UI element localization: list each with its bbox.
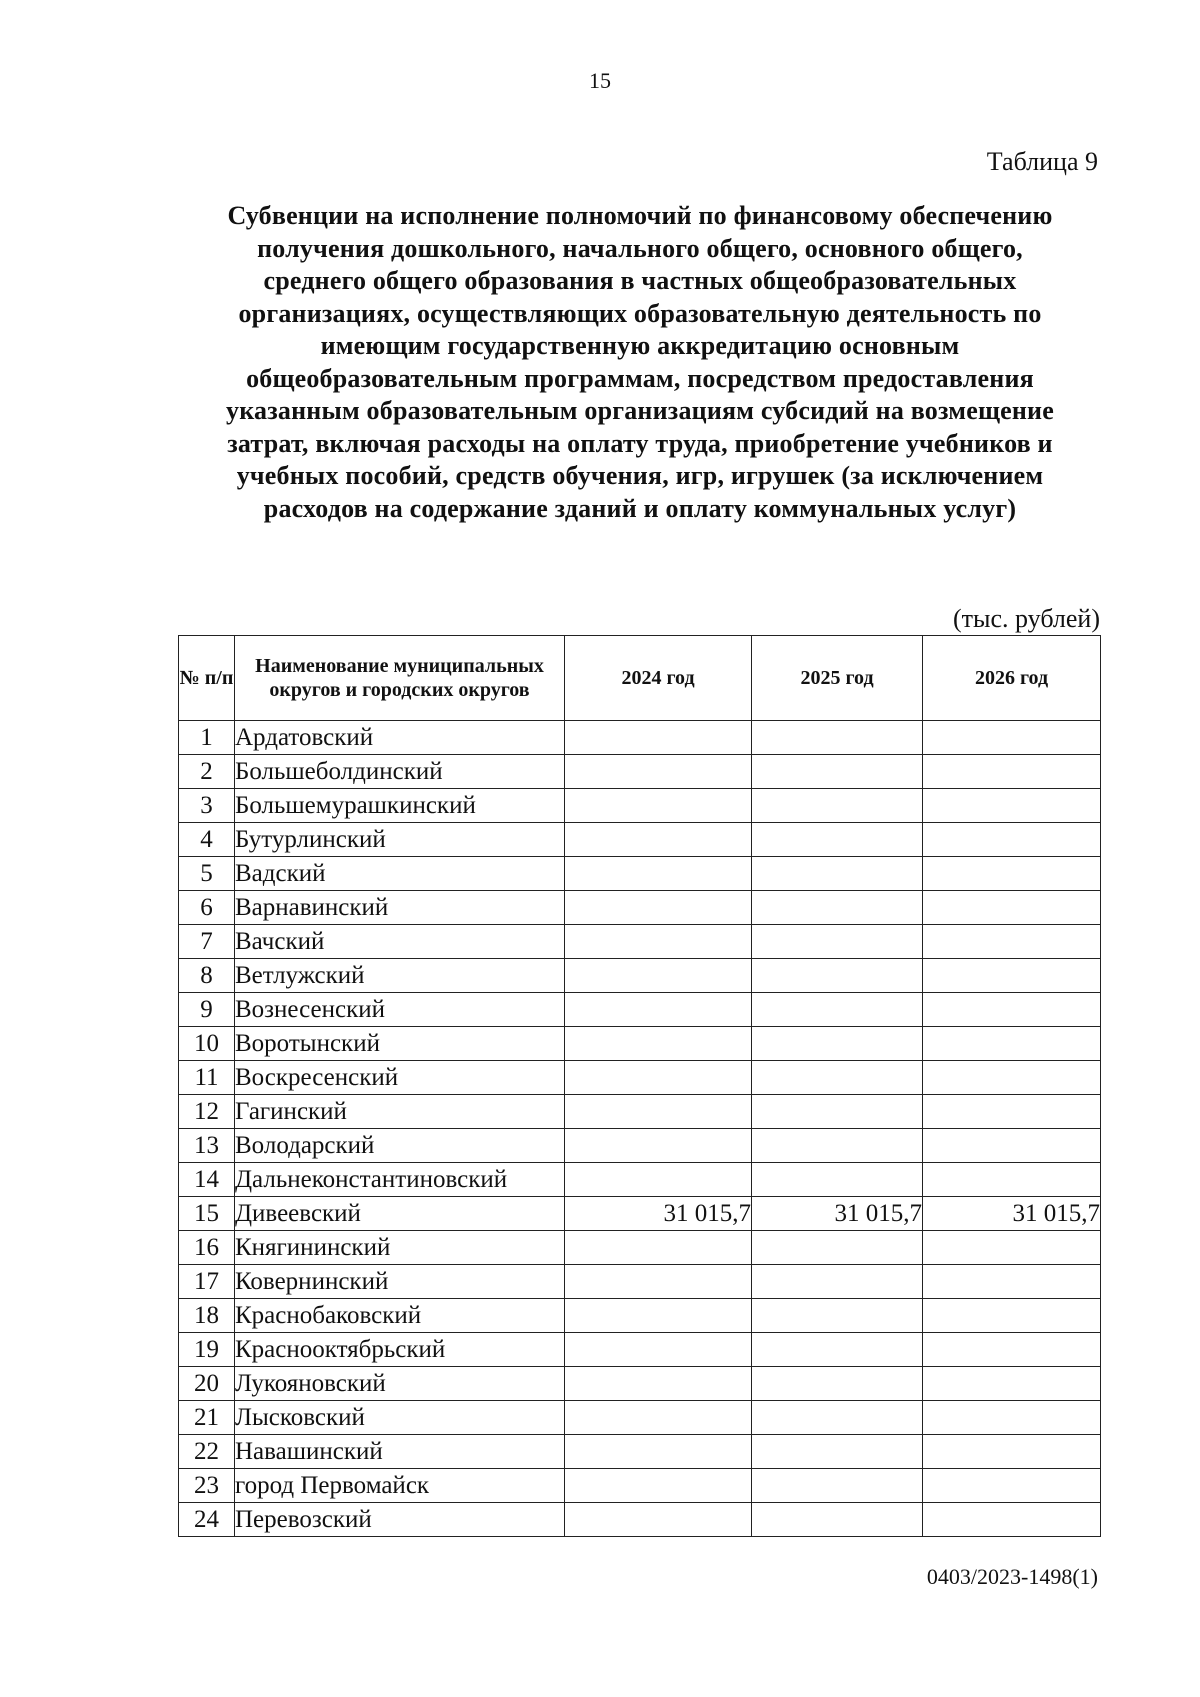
cell-2026 — [923, 891, 1101, 925]
cell-2025 — [752, 1265, 923, 1299]
cell-2025 — [752, 755, 923, 789]
cell-2025 — [752, 789, 923, 823]
cell-2026 — [923, 1231, 1101, 1265]
cell-2026 — [923, 1095, 1101, 1129]
cell-2026 — [923, 1129, 1101, 1163]
cell-2024 — [565, 1095, 752, 1129]
cell-2025 — [752, 1027, 923, 1061]
cell-municipality: Краснобаковский — [235, 1299, 565, 1333]
document-title — [160, 200, 1120, 525]
cell-2025 — [752, 1095, 923, 1129]
cell-num: 13 — [179, 1129, 235, 1163]
cell-municipality: Варнавинский — [235, 891, 565, 925]
cell-2025 — [752, 925, 923, 959]
cell-2026 — [923, 1061, 1101, 1095]
title-line: имеющим государственную аккредитацию основным — [320, 331, 960, 360]
cell-2025 — [752, 721, 923, 755]
cell-num: 19 — [179, 1333, 235, 1367]
table-row — [179, 1503, 1101, 1537]
table-row — [179, 959, 1101, 993]
cell-2026 — [923, 857, 1101, 891]
cell-2025 — [752, 1367, 923, 1401]
cell-2024 — [565, 1027, 752, 1061]
cell-municipality: Дальнеконстантиновский — [235, 1163, 565, 1197]
cell-2024 — [565, 823, 752, 857]
cell-num: 5 — [179, 857, 235, 891]
table-row — [179, 993, 1101, 1027]
units-label: (тыс. рублей) — [952, 604, 1100, 633]
table-row — [179, 721, 1101, 755]
title-line: организациях, осуществляющих образовательную деятельность по — [238, 298, 1042, 328]
cell-2026 — [923, 1367, 1101, 1401]
cell-2024 — [565, 1503, 752, 1537]
cell-2026 — [923, 959, 1101, 993]
table-header-row — [179, 636, 1101, 721]
cell-2026 — [923, 1027, 1101, 1061]
table-row — [179, 857, 1101, 891]
cell-2026 — [923, 1299, 1101, 1333]
cell-2025 — [752, 1061, 923, 1095]
cell-2024 — [565, 755, 752, 789]
cell-2025 — [752, 857, 923, 891]
cell-municipality: Перевозский — [235, 1503, 565, 1537]
subventions-table — [178, 635, 1101, 1537]
table-row — [179, 891, 1101, 925]
cell-num: 17 — [179, 1265, 235, 1299]
cell-2025 — [752, 1401, 923, 1435]
cell-num: 12 — [179, 1095, 235, 1129]
cell-2024 — [565, 1265, 752, 1299]
cell-2024 — [565, 1469, 752, 1503]
cell-num: 24 — [179, 1503, 235, 1537]
cell-num: 1 — [179, 721, 235, 755]
cell-2024 — [565, 857, 752, 891]
cell-num: 7 — [179, 925, 235, 959]
title-line: Субвенции на исполнение полномочий по финансовому обеспечению — [227, 201, 1053, 230]
header-2024: 2024 год — [565, 636, 752, 721]
cell-municipality: Ковернинский — [235, 1265, 565, 1299]
table-row — [179, 1367, 1101, 1401]
table-row — [179, 925, 1101, 959]
table-body — [179, 721, 1101, 1537]
cell-2024 — [565, 1129, 752, 1163]
table-row — [179, 1129, 1101, 1163]
header-2026: 2026 год — [923, 636, 1101, 721]
cell-municipality: Вознесенский — [235, 993, 565, 1027]
cell-2025 — [752, 1163, 923, 1197]
table-row — [179, 1469, 1101, 1503]
table-row — [179, 1027, 1101, 1061]
cell-2024 — [565, 993, 752, 1027]
cell-2024: 31 015,7 — [565, 1197, 752, 1231]
cell-num: 20 — [179, 1367, 235, 1401]
cell-municipality: Дивеевский — [235, 1197, 565, 1231]
cell-num: 2 — [179, 755, 235, 789]
cell-2025 — [752, 959, 923, 993]
cell-num: 6 — [179, 891, 235, 925]
cell-2025 — [752, 1435, 923, 1469]
cell-2026: 31 015,7 — [923, 1197, 1101, 1231]
cell-2026 — [923, 925, 1101, 959]
cell-municipality: Ветлужский — [235, 959, 565, 993]
header-2025: 2025 год — [752, 636, 923, 721]
title-line: общеобразовательным программам, посредством предоставления — [246, 363, 1034, 393]
cell-2024 — [565, 1061, 752, 1095]
cell-num: 15 — [179, 1197, 235, 1231]
cell-2024 — [565, 959, 752, 993]
cell-2026 — [923, 823, 1101, 857]
cell-2025 — [752, 1299, 923, 1333]
cell-num: 4 — [179, 823, 235, 857]
cell-2026 — [923, 993, 1101, 1027]
cell-2024 — [565, 1163, 752, 1197]
cell-municipality: Бутурлинский — [235, 823, 565, 857]
header-name: Наименование муниципальных округов и городских округов — [235, 636, 565, 721]
cell-num: 3 — [179, 789, 235, 823]
cell-2026 — [923, 1265, 1101, 1299]
table-row — [179, 1299, 1101, 1333]
table-row — [179, 1095, 1101, 1129]
cell-num: 22 — [179, 1435, 235, 1469]
cell-2026 — [923, 789, 1101, 823]
table-label: Таблица 9 — [986, 147, 1098, 176]
cell-num: 18 — [179, 1299, 235, 1333]
title-line: учебных пособий, средств обучения, игр, игрушек (за исключением — [236, 461, 1044, 490]
cell-2025 — [752, 891, 923, 925]
cell-2025 — [752, 1333, 923, 1367]
cell-num: 16 — [179, 1231, 235, 1265]
table-row — [179, 1061, 1101, 1095]
cell-2024 — [565, 1401, 752, 1435]
title-line: среднего общего образования в частных общеобразовательных — [263, 266, 1017, 295]
page-number: 15 — [589, 68, 611, 93]
cell-municipality: Лукояновский — [235, 1367, 565, 1401]
cell-2024 — [565, 1333, 752, 1367]
cell-2024 — [565, 1367, 752, 1401]
cell-2026 — [923, 721, 1101, 755]
cell-municipality: Большемурашкинский — [235, 789, 565, 823]
cell-municipality: Воскресенский — [235, 1061, 565, 1095]
cell-2025 — [752, 823, 923, 857]
cell-municipality: Ардатовский — [235, 721, 565, 755]
cell-num: 23 — [179, 1469, 235, 1503]
cell-2024 — [565, 1435, 752, 1469]
table-row — [179, 823, 1101, 857]
table-row — [179, 789, 1101, 823]
cell-2026 — [923, 1435, 1101, 1469]
cell-2026 — [923, 1163, 1101, 1197]
title-line: получения дошкольного, начального общего, основного общего, — [257, 233, 1023, 263]
table-row — [179, 1265, 1101, 1299]
cell-2025: 31 015,7 — [752, 1197, 923, 1231]
table-row — [179, 1401, 1101, 1435]
cell-municipality: Навашинский — [235, 1435, 565, 1469]
cell-municipality: город Первомайск — [235, 1469, 565, 1503]
cell-municipality: Княгининский — [235, 1231, 565, 1265]
header-num: № п/п — [179, 636, 235, 721]
table-row — [179, 1163, 1101, 1197]
cell-2025 — [752, 1231, 923, 1265]
cell-2026 — [923, 1503, 1101, 1537]
table-row — [179, 1333, 1101, 1367]
cell-2024 — [565, 1299, 752, 1333]
title-line: расходов на содержание зданий и оплату коммунальных услуг) — [263, 493, 1017, 523]
cell-municipality: Лысковский — [235, 1401, 565, 1435]
cell-2026 — [923, 755, 1101, 789]
cell-2024 — [565, 1231, 752, 1265]
cell-municipality: Вачский — [235, 925, 565, 959]
table-row — [179, 755, 1101, 789]
cell-2025 — [752, 1129, 923, 1163]
cell-2025 — [752, 1503, 923, 1537]
cell-municipality: Воротынский — [235, 1027, 565, 1061]
cell-2026 — [923, 1333, 1101, 1367]
cell-2024 — [565, 721, 752, 755]
cell-municipality: Большеболдинский — [235, 755, 565, 789]
cell-num: 8 — [179, 959, 235, 993]
cell-num: 14 — [179, 1163, 235, 1197]
cell-num: 9 — [179, 993, 235, 1027]
title-line: затрат, включая расходы на оплату труда, приобретение учебников и — [227, 428, 1053, 458]
cell-2026 — [923, 1469, 1101, 1503]
cell-municipality: Краснооктябрьский — [235, 1333, 565, 1367]
table-row — [179, 1435, 1101, 1469]
cell-num: 11 — [179, 1061, 235, 1095]
cell-2026 — [923, 1401, 1101, 1435]
cell-2024 — [565, 789, 752, 823]
cell-2025 — [752, 993, 923, 1027]
table-row — [179, 1197, 1101, 1231]
document-code: 0403/2023-1498(1) — [926, 1564, 1098, 1589]
cell-num: 21 — [179, 1401, 235, 1435]
cell-2024 — [565, 891, 752, 925]
cell-municipality: Гагинский — [235, 1095, 565, 1129]
cell-municipality: Володарский — [235, 1129, 565, 1163]
cell-num: 10 — [179, 1027, 235, 1061]
title-line: указанным образовательным организациям субсидий на возмещение — [226, 396, 1054, 425]
cell-2025 — [752, 1469, 923, 1503]
cell-municipality: Вадский — [235, 857, 565, 891]
table-row — [179, 1231, 1101, 1265]
cell-2024 — [565, 925, 752, 959]
